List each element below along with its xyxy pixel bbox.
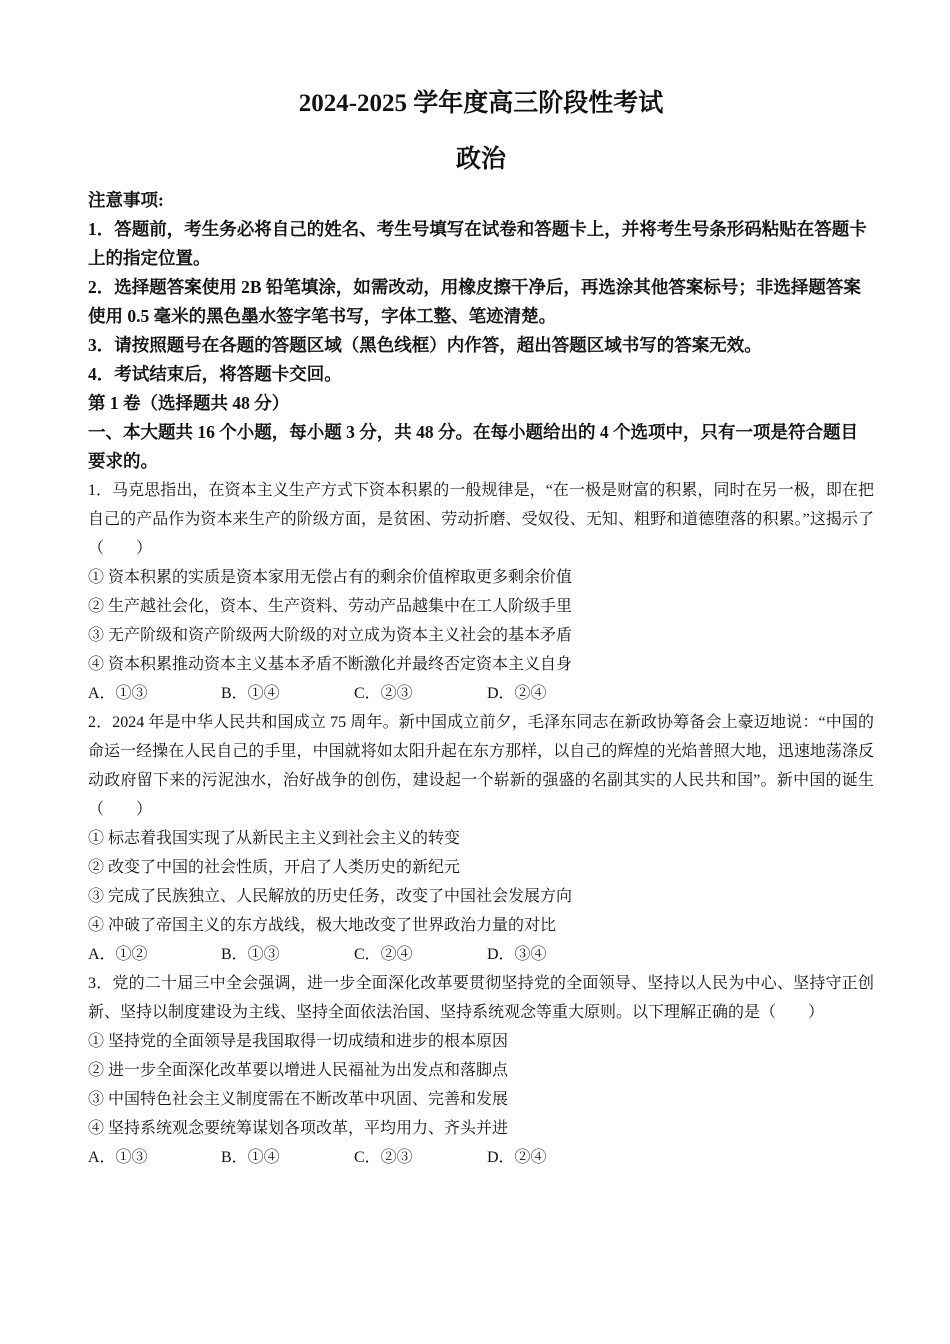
answer-options — [88, 940, 874, 969]
answer-options — [88, 679, 874, 708]
statement: ③ 完成了民族独立、人民解放的历史任务，改变了中国社会发展方向 — [88, 888, 573, 905]
notice-item: 3．请按照题号在各题的答题区域（黑色线框）内作答，超出答题区域书写的答案无效。 — [88, 335, 762, 355]
option-d: D．③④ — [487, 946, 547, 963]
question-2 — [88, 708, 874, 969]
option-b: B．①④ — [221, 1149, 280, 1166]
exam-title: 2024-2025 学年度高三阶段性考试 — [298, 90, 664, 117]
statement: ③ 无产阶级和资产阶级两大阶级的对立成为资本主义社会的基本矛盾 — [88, 627, 573, 644]
statement: ① 资本积累的实质是资本家用无偿占有的剩余价值榨取更多剩余价值 — [88, 569, 573, 586]
question-stem: 1．马克思指出，在资本主义生产方式下资本积累的一般规律是，“在一极是财富的积累，同时在另一极，即在把自己的产品作为资本来生产的阶级方面，是贫困、劳动折磨、受奴役、无知、粗野和道德堕落的积累。”这揭示了（ ） — [88, 482, 874, 557]
question-3 — [88, 969, 874, 1172]
statement: ① 标志着我国实现了从新民主主义到社会主义的转变 — [88, 830, 461, 847]
notice-heading: 注意事项: — [88, 190, 164, 210]
section-instruction: 一、本大题共 16 个小题，每小题 3 分，共 48 分。在每小题给出的 4 个选项中，只有一项是符合题目要求的。 — [88, 422, 858, 471]
subject-title: 政治 — [455, 146, 506, 173]
option-c: C．②③ — [354, 685, 413, 702]
notice-item: 4．考试结束后，将答题卡交回。 — [88, 364, 342, 384]
option-b: B．①④ — [221, 685, 280, 702]
option-c: C．②④ — [354, 946, 413, 963]
section-title: 第 1 卷（选择题共 48 分） — [88, 393, 290, 413]
statement: ③ 中国特色社会主义制度需在不断改革中巩固、完善和发展 — [88, 1091, 509, 1108]
statement: ② 生产越社会化，资本、生产资料、劳动产品越集中在工人阶级手里 — [88, 598, 573, 615]
notice-item: 2．选择题答案使用 2B 铅笔填涂，如需改动，用橡皮擦干净后，再选涂其他答案标号；非选择题答案使用 0.5 毫米的黑色墨水签字笔书写，字体工整、笔迹清楚。 — [88, 277, 861, 326]
option-c: C．②③ — [354, 1149, 413, 1166]
option-a: A．①③ — [88, 1149, 148, 1166]
option-a: A．①② — [88, 946, 148, 963]
option-d: D．②④ — [487, 685, 547, 702]
question-stem: 2．2024 年是中华人民共和国成立 75 周年。新中国成立前夕，毛泽东同志在新政协筹备会上豪迈地说：“中国的命运一经操在人民自己的手里，中国就将如太阳升起在东方那样，以自己的辉煌的光焰普照大地，迅速地荡涤反动政府留下来的污泥浊水，治好战争的创伤，建设起一个崭新的强盛的名副其实的人民共和国”。新中国的诞生（ ） — [88, 714, 874, 818]
statement: ② 改变了中国的社会性质，开启了人类历史的新纪元 — [88, 859, 461, 876]
notice-section — [88, 186, 874, 476]
statement: ① 坚持党的全面领导是我国取得一切成绩和进步的根本原因 — [88, 1033, 509, 1050]
option-a: A．①③ — [88, 685, 148, 702]
statement: ④ 资本积累推动资本主义基本矛盾不断激化并最终否定资本主义自身 — [88, 656, 573, 673]
question-1 — [88, 476, 874, 708]
notice-item: 1．答题前，考生务必将自己的姓名、考生号填写在试卷和答题卡上，并将考生号条形码粘贴在答题卡上的指定位置。 — [88, 219, 867, 268]
question-stem: 3．党的二十届三中全会强调，进一步全面深化改革要贯彻坚持党的全面领导、坚持以人民为中心、坚持守正创新、坚持以制度建设为主线、坚持全面依法治国、坚持系统观念等重大原则。以下理解正确的是（ ） — [88, 975, 874, 1021]
answer-options — [88, 1143, 874, 1172]
statement: ② 进一步全面深化改革要以增进人民福祉为出发点和落脚点 — [88, 1062, 509, 1079]
option-d: D．②④ — [487, 1149, 547, 1166]
statement: ④ 坚持系统观念要统筹谋划各项改革，平均用力、齐头并进 — [88, 1120, 509, 1137]
option-b: B．①③ — [221, 946, 280, 963]
statement: ④ 冲破了帝国主义的东方战线，极大地改变了世界政治力量的对比 — [88, 917, 557, 934]
